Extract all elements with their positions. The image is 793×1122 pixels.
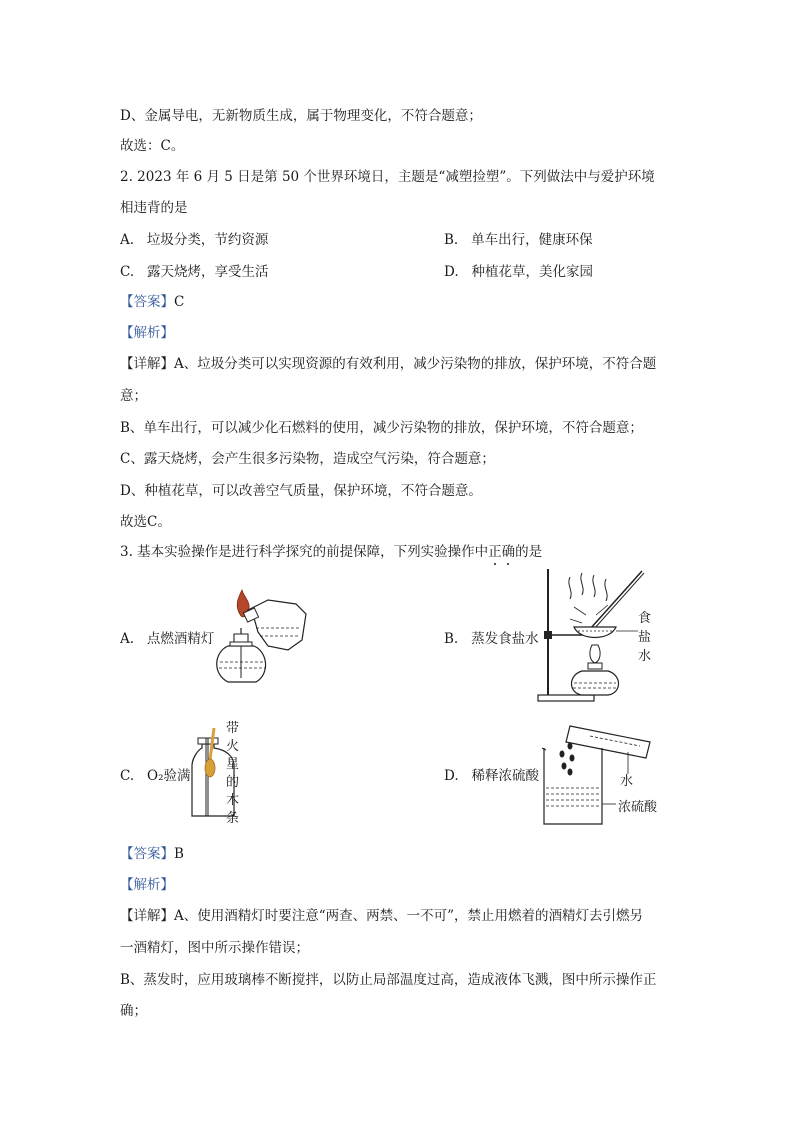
q3-answer-tag: 【答案】	[120, 846, 174, 862]
q3-option-a	[120, 627, 214, 647]
figure-b-label-char-1: 食	[638, 611, 652, 626]
q2-analysis-tag: 【解析】	[120, 325, 174, 341]
q3-option-a-label: A.	[120, 631, 135, 647]
q3-option-b	[444, 627, 539, 647]
q3-option-c	[120, 764, 191, 784]
q2-option-c-text: 露天烧烤，享受生活	[147, 264, 269, 280]
figure-lighting-alcohol-lamp	[208, 588, 312, 688]
q3-option-d	[444, 764, 539, 784]
q2-stem-line1: 2. 2023 年 6 月 5 日是第 50 个世界环境日，主题是“减塑捡塑”。下列做法中与爱护环境	[120, 169, 655, 185]
q3-option-c-text: O₂验满	[147, 768, 191, 784]
q3-option-d-label: D.	[444, 768, 459, 784]
q2-answer-tag: 【答案】	[120, 294, 174, 310]
q2-detail-b: B、单车出行，可以减少化石燃料的使用，减少污染物的排放，保护环境，不符合题意；	[120, 420, 643, 436]
figure-b-label-char-3: 水	[638, 649, 652, 664]
q3-stem-text: 3. 基本实验操作是进行科学探究的前提保障，下列实验操作中	[120, 544, 489, 560]
figure-c-label-line-1: 带火星	[226, 721, 240, 772]
q2-stem-line2: 相违背的是	[120, 200, 188, 216]
q3-detail-a-text: A、使用酒精灯时要注意“两查、两禁、一不可”，禁止用燃着的酒精灯去引燃另	[174, 908, 644, 924]
q3-detail-a-line2: 一酒精灯，图中所示操作错误；	[120, 940, 309, 956]
q1-conclusion: 故选：C。	[120, 138, 185, 154]
q2-option-a-text: 垃圾分类，节约资源	[146, 232, 269, 248]
figure-evaporation-setup	[534, 565, 654, 705]
q3-detail-b-line1: B、蒸发时，应用玻璃棒不断搅拌，以防止局部温度过高，造成液体飞溅，图中所示操作正	[120, 972, 657, 988]
q2-answer	[120, 290, 184, 310]
q2-detail-tag: 【详解】	[120, 356, 174, 372]
q3-option-a-text: 点燃酒精灯	[146, 631, 215, 647]
q3-option-b-label: B.	[444, 631, 459, 647]
q2-option-c	[120, 260, 269, 280]
q1-option-d-explanation: D、金属导电，无新物质生成，属于物理变化，不符合题意；	[120, 108, 482, 124]
figure-c-label	[226, 720, 248, 828]
q2-option-b-text: 单车出行，健康环保	[471, 232, 593, 248]
q3-detail-b-line2: 确；	[120, 1003, 147, 1019]
q2-detail-d: D、种植花草，可以改善空气质量，保护环境，不符合题意。	[120, 483, 482, 499]
q3-option-c-label: C.	[120, 768, 135, 784]
q3-option-b-text: 蒸发食盐水	[471, 631, 539, 647]
q2-option-b-label: B.	[444, 232, 459, 248]
figure-b-label	[638, 609, 651, 666]
figure-d-label-acid: 浓硫酸	[618, 800, 658, 815]
q2-detail-a-line1	[120, 352, 656, 372]
q3-detail-a-line1	[120, 904, 643, 924]
figure-c-label-line-2: 的木条	[226, 775, 240, 826]
q2-option-d-label: D.	[444, 264, 459, 280]
q3-stem-end: 的是	[515, 544, 543, 560]
q2-option-b	[444, 228, 593, 248]
figure-oxygen-test	[188, 720, 248, 826]
q3-emphasis-char-1: 正	[488, 540, 502, 560]
figure-d-label-water: 水	[620, 774, 634, 789]
figure-b-label-char-2: 盐	[638, 630, 652, 645]
q3-answer-value: B	[174, 846, 184, 862]
q2-answer-value: C	[174, 294, 185, 310]
q2-conclusion: 故选C。	[120, 514, 171, 530]
q2-option-c-label: C.	[120, 264, 135, 280]
q3-answer	[120, 842, 184, 862]
q2-detail-a-text: A、垃圾分类可以实现资源的有效利用，减少污染物的排放，保护环境，不符合题	[174, 356, 657, 372]
q2-detail-c: C、露天烧烤，会产生很多污染物，造成空气污染，符合题意；	[120, 451, 495, 467]
q3-detail-tag: 【详解】	[120, 908, 174, 924]
q2-option-a-label: A.	[120, 232, 135, 248]
q2-option-d	[444, 260, 593, 280]
q2-detail-a-line2: 意；	[120, 388, 147, 404]
q2-option-d-text: 种植花草，美化家园	[471, 264, 594, 280]
q3-emphasis-char-2: 确	[502, 540, 516, 560]
q3-stem	[120, 540, 542, 560]
figure-dilute-sulfuric-acid	[540, 720, 670, 828]
q3-option-d-text: 稀释浓硫酸	[471, 768, 540, 784]
q2-option-a	[120, 228, 268, 248]
q3-analysis-tag: 【解析】	[120, 877, 174, 893]
